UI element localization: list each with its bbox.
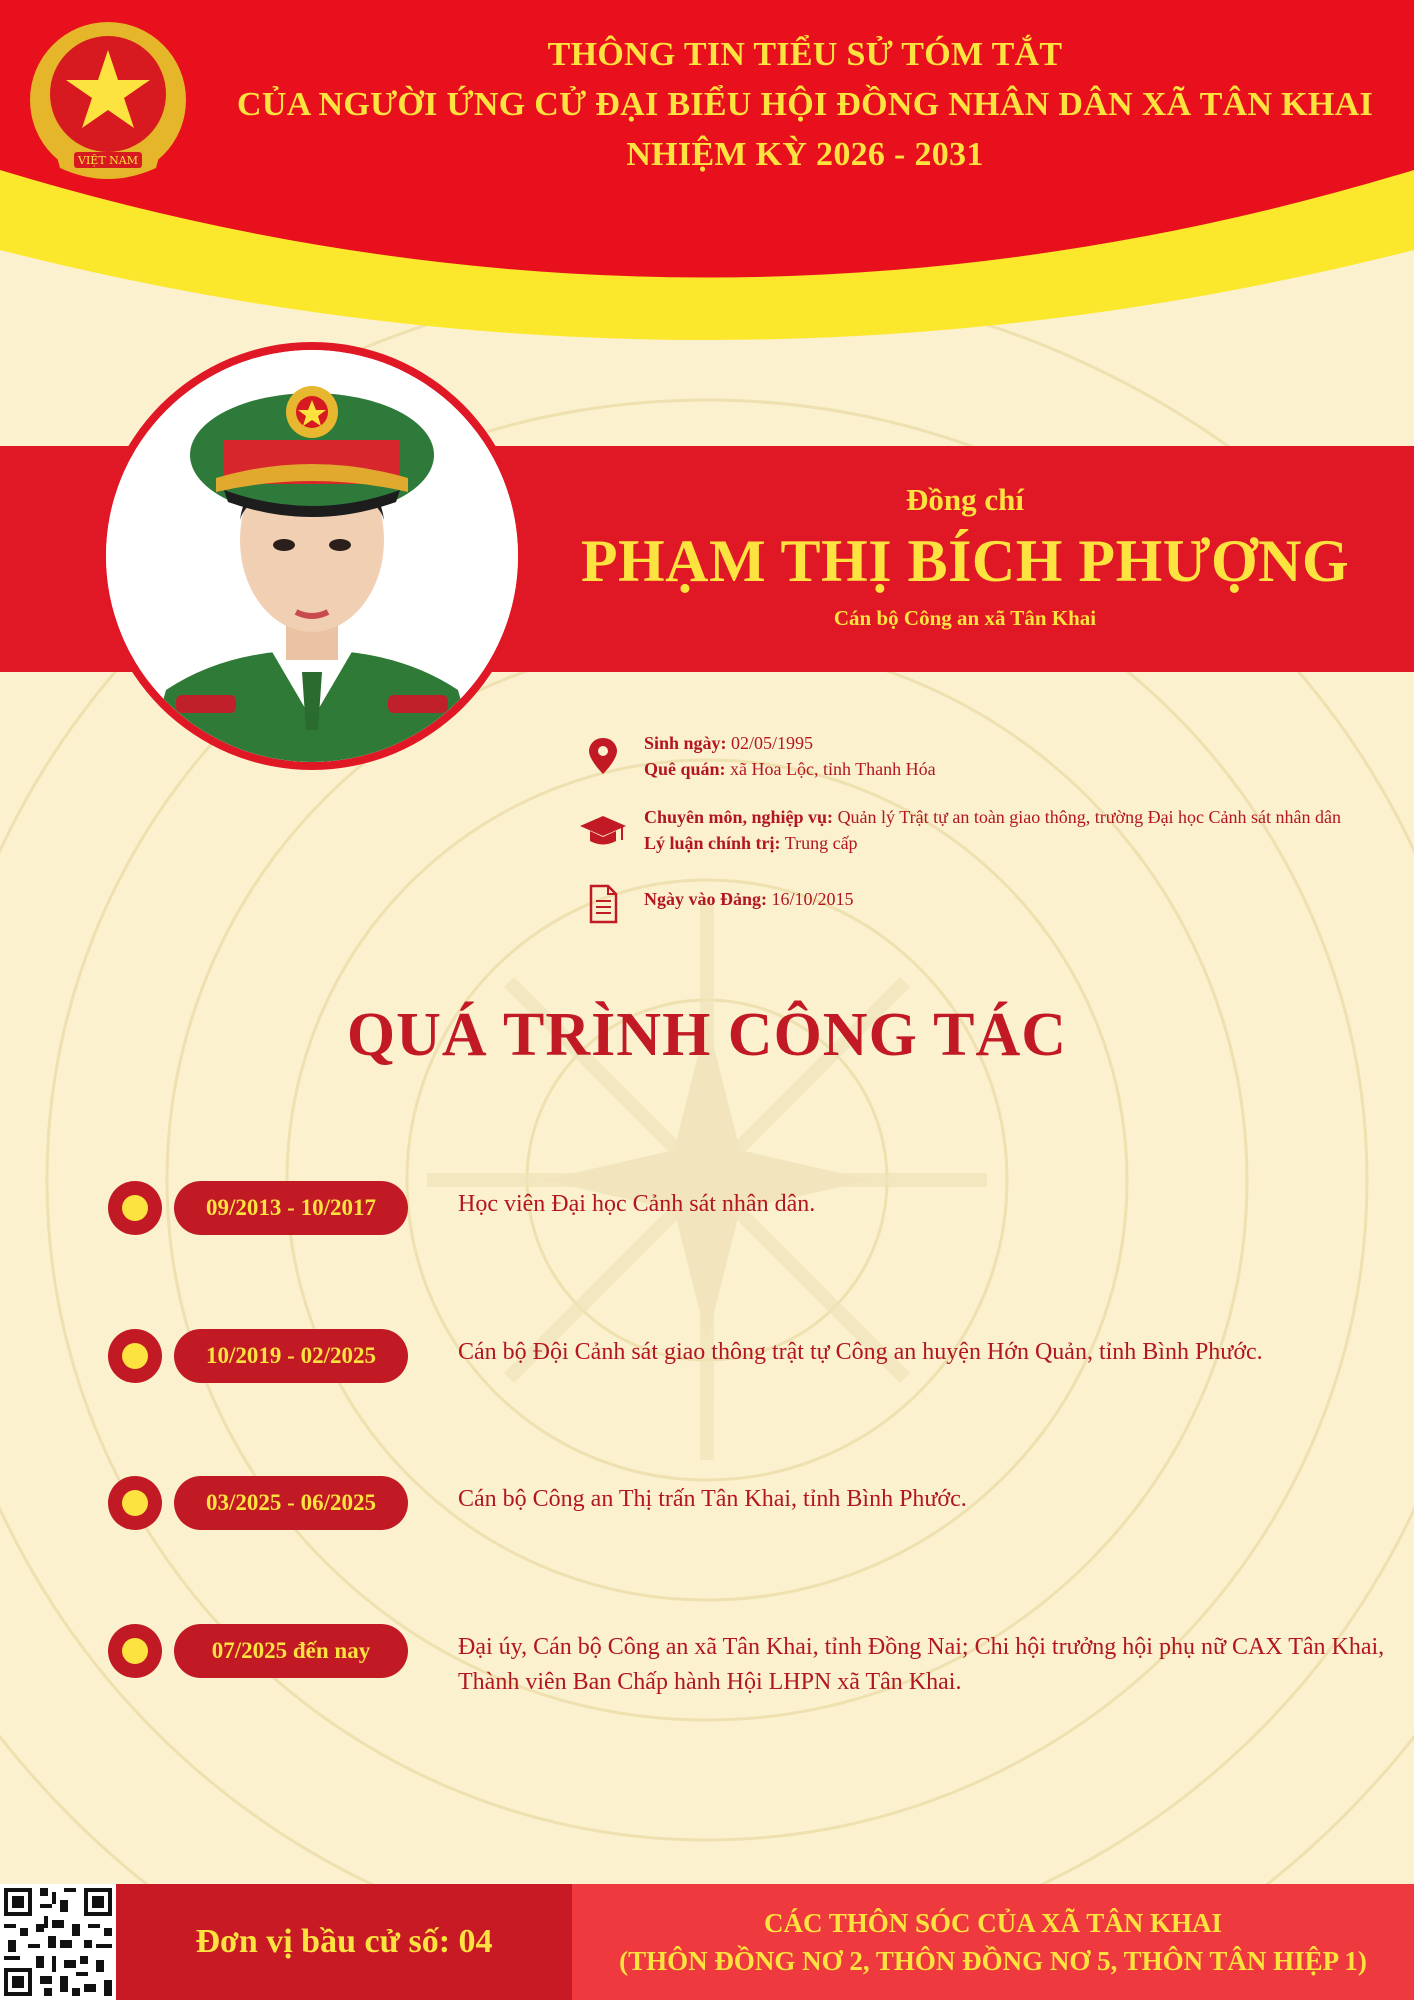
timeline-period: 03/2025 - 06/2025 [174,1476,408,1530]
birth-value: 02/05/1995 [731,733,814,753]
politics-label: Lý luận chính trị: [644,833,781,853]
header-title-line1: THÔNG TIN TIỂU SỬ TÓM TẮT [547,36,1063,73]
timeline-period: 09/2013 - 10/2017 [174,1181,408,1235]
info-row-party [578,878,1388,912]
header-title-line3: NHIỆM KỲ 2026 - 2031 [626,136,984,173]
svg-text:VIỆT NAM: VIỆT NAM [78,154,138,167]
timeline-dot [108,1624,162,1678]
location-pin-icon [578,736,628,776]
timeline-period: 07/2025 đến nay [174,1624,408,1678]
graduation-cap-icon [578,810,628,850]
header-title-line2: CỦA NGƯỜI ỨNG CỬ ĐẠI BIỂU HỘI ĐỒNG NHÂN DÂN XÃ TÂN KHAI [236,86,1374,123]
timeline-text: Cán bộ Đội Cảnh sát giao thông trật tự Công an huyện Hớn Quản, tỉnh Bình Phước. [458,1339,1263,1365]
timeline-text: Học viên Đại học Cảnh sát nhân dân. [458,1191,816,1217]
timeline-text: Cán bộ Công an Thị trấn Tân Khai, tỉnh Bình Phước. [458,1486,967,1512]
party-value: 16/10/2015 [771,889,854,909]
specialty-label: Chuyên môn, nghiệp vụ: [644,807,834,827]
hometown-value: xã Hoa Lộc, tỉnh Thanh Hóa [730,759,936,779]
personal-info [578,730,1388,934]
timeline-dot [108,1181,162,1235]
villages-box [572,1884,1414,2000]
footer [0,1884,1414,2000]
national-emblem-icon [22,18,194,190]
document-icon [578,884,628,924]
specialty-value: Quản lý Trật tự an toàn giao thông, trường Đại học Cảnh sát nhân dân [837,807,1342,827]
candidate-position: Cán bộ Công an xã Tân Khai [833,606,1097,630]
hometown-label: Quê quán: [644,759,726,779]
career-section-title: QUÁ TRÌNH CÔNG TÁC [346,1001,1068,1069]
party-label: Ngày vào Đảng: [644,889,768,909]
candidate-name: PHẠM THỊ BÍCH PHƯỢNG [580,528,1350,594]
candidate-portrait [106,350,518,762]
villages-title: CÁC THÔN SÓC CỦA XÃ TÂN KHAI [763,1908,1223,1938]
electoral-unit: Đơn vị bầu cử số: 04 [116,1884,572,2000]
timeline-item [108,1621,1398,1695]
timeline-text: Đại úy, Cán bộ Công an xã Tân Khai, tỉnh Đồng Nai; Chi hội trưởng hội phụ nữ CAX Tân Khai, Thành viên Ban Chấp hành Hội LHPN xã Tân Khai. [458,1634,1385,1695]
timeline-dot [108,1476,162,1530]
header-title [205,30,1405,180]
qr-code-icon[interactable] [0,1884,116,2000]
salutation: Đồng chí [906,482,1024,517]
villages-list: (THÔN ĐỒNG NƠ 2, THÔN ĐỒNG NƠ 5, THÔN TÂN HIỆP 1) [619,1946,1367,1976]
timeline-dot [108,1329,162,1383]
timeline-item [108,1473,1398,1533]
politics-value: Trung cấp [784,833,858,853]
info-row-birth [578,730,1388,782]
info-row-education [578,804,1388,856]
timeline-item [108,1178,1398,1238]
timeline-period: 10/2019 - 02/2025 [174,1329,408,1383]
timeline-item [108,1326,1398,1386]
candidate-name-block [560,478,1370,636]
birth-label: Sinh ngày: [644,733,727,753]
